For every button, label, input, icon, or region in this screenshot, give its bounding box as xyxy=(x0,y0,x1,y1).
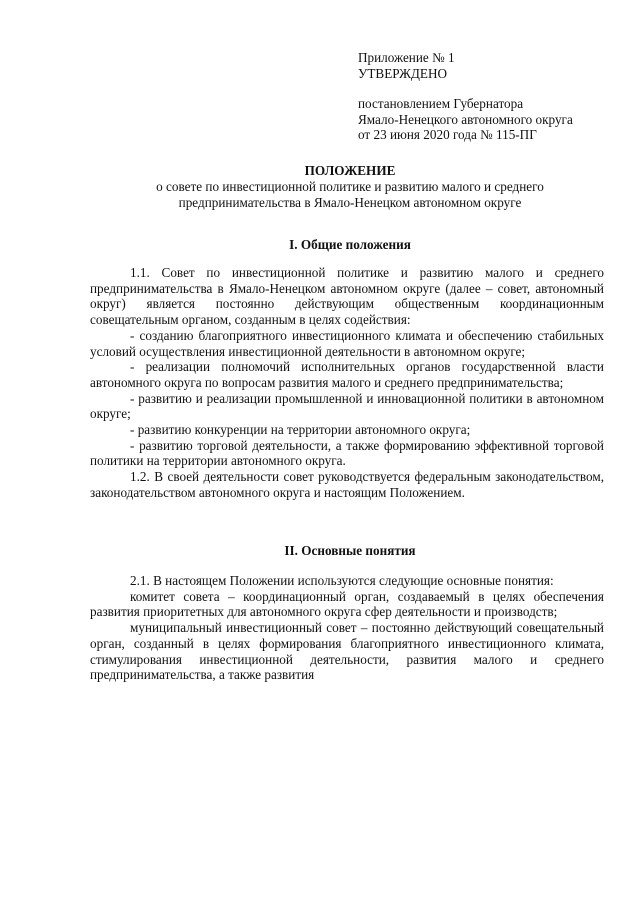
approval-stamp xyxy=(358,50,618,143)
paragraph: - развитию и реализации промышленной и инновационной политики в автономном округе; xyxy=(90,390,604,422)
approval-line-3: от 23 июня 2020 года № 115-ПГ xyxy=(358,127,537,142)
paragraph: 1.1. Совет по инвестиционной политике и развитию малого и среднего предпринимательства в Ямало-Ненецком автономном округе (далее – совет, автономный округ) является постоянно действующим общественным координационным совещательным органом, созданным в целях содействия: xyxy=(90,265,604,328)
title-main: ПОЛОЖЕНИЕ xyxy=(304,163,396,178)
section-heading-concepts: II. Основные понятия xyxy=(284,543,416,558)
paragraph: муниципальный инвестиционный совет – постоянно действующий совещательный орган, созданный в целях формирования благоприятного инвестиционного климата, стимулирования инвестиционной деятельности, развития малого и среднего предпринимательства, а также развития xyxy=(90,620,604,683)
approval-line-2: Ямало-Ненецкого автономного округа xyxy=(358,111,573,127)
approval-gap xyxy=(358,81,618,96)
section-body-concepts xyxy=(90,573,604,683)
section-body-general xyxy=(90,265,604,501)
paragraph: - реализации полномочий исполнительных органов государственной власти автономного округа по вопросам развития малого и среднего предпринимательства; xyxy=(90,359,604,390)
document-title xyxy=(90,163,610,210)
section-heading-general: I. Общие положения xyxy=(289,237,411,252)
paragraph: - развитию торговой деятельности, а также формированию эффективной торговой политики на территории автономного округа. xyxy=(90,437,604,469)
paragraph: комитет совета – координационный орган, создаваемый в целях обеспечения развития приоритетных для автономного округа сфер деятельности и производств; xyxy=(90,588,604,620)
approval-line-1: постановлением Губернатора xyxy=(358,96,524,111)
title-sub-2: предпринимательства в Ямало-Ненецком автономном округе xyxy=(178,194,522,210)
paragraph: - созданию благоприятного инвестиционного климата и обеспечению стабильных условий осуществления инвестиционной деятельности в автономном округе; xyxy=(90,327,604,359)
approved-label: УТВЕРЖДЕНО xyxy=(358,65,448,81)
paragraph: 1.2. В своей деятельности совет руководствуется федеральным законодательством, законодательством автономного округа и настоящим Положением. xyxy=(90,469,604,500)
attachment-number: Приложение № 1 xyxy=(358,50,455,65)
paragraph: 2.1. В настоящем Положении используются следующие основные понятия: xyxy=(130,573,554,588)
title-sub-1: о совете по инвестиционной политике и развитию малого и среднего xyxy=(156,178,544,194)
paragraph: - развитию конкуренции на территории автономного округа; xyxy=(130,422,471,438)
